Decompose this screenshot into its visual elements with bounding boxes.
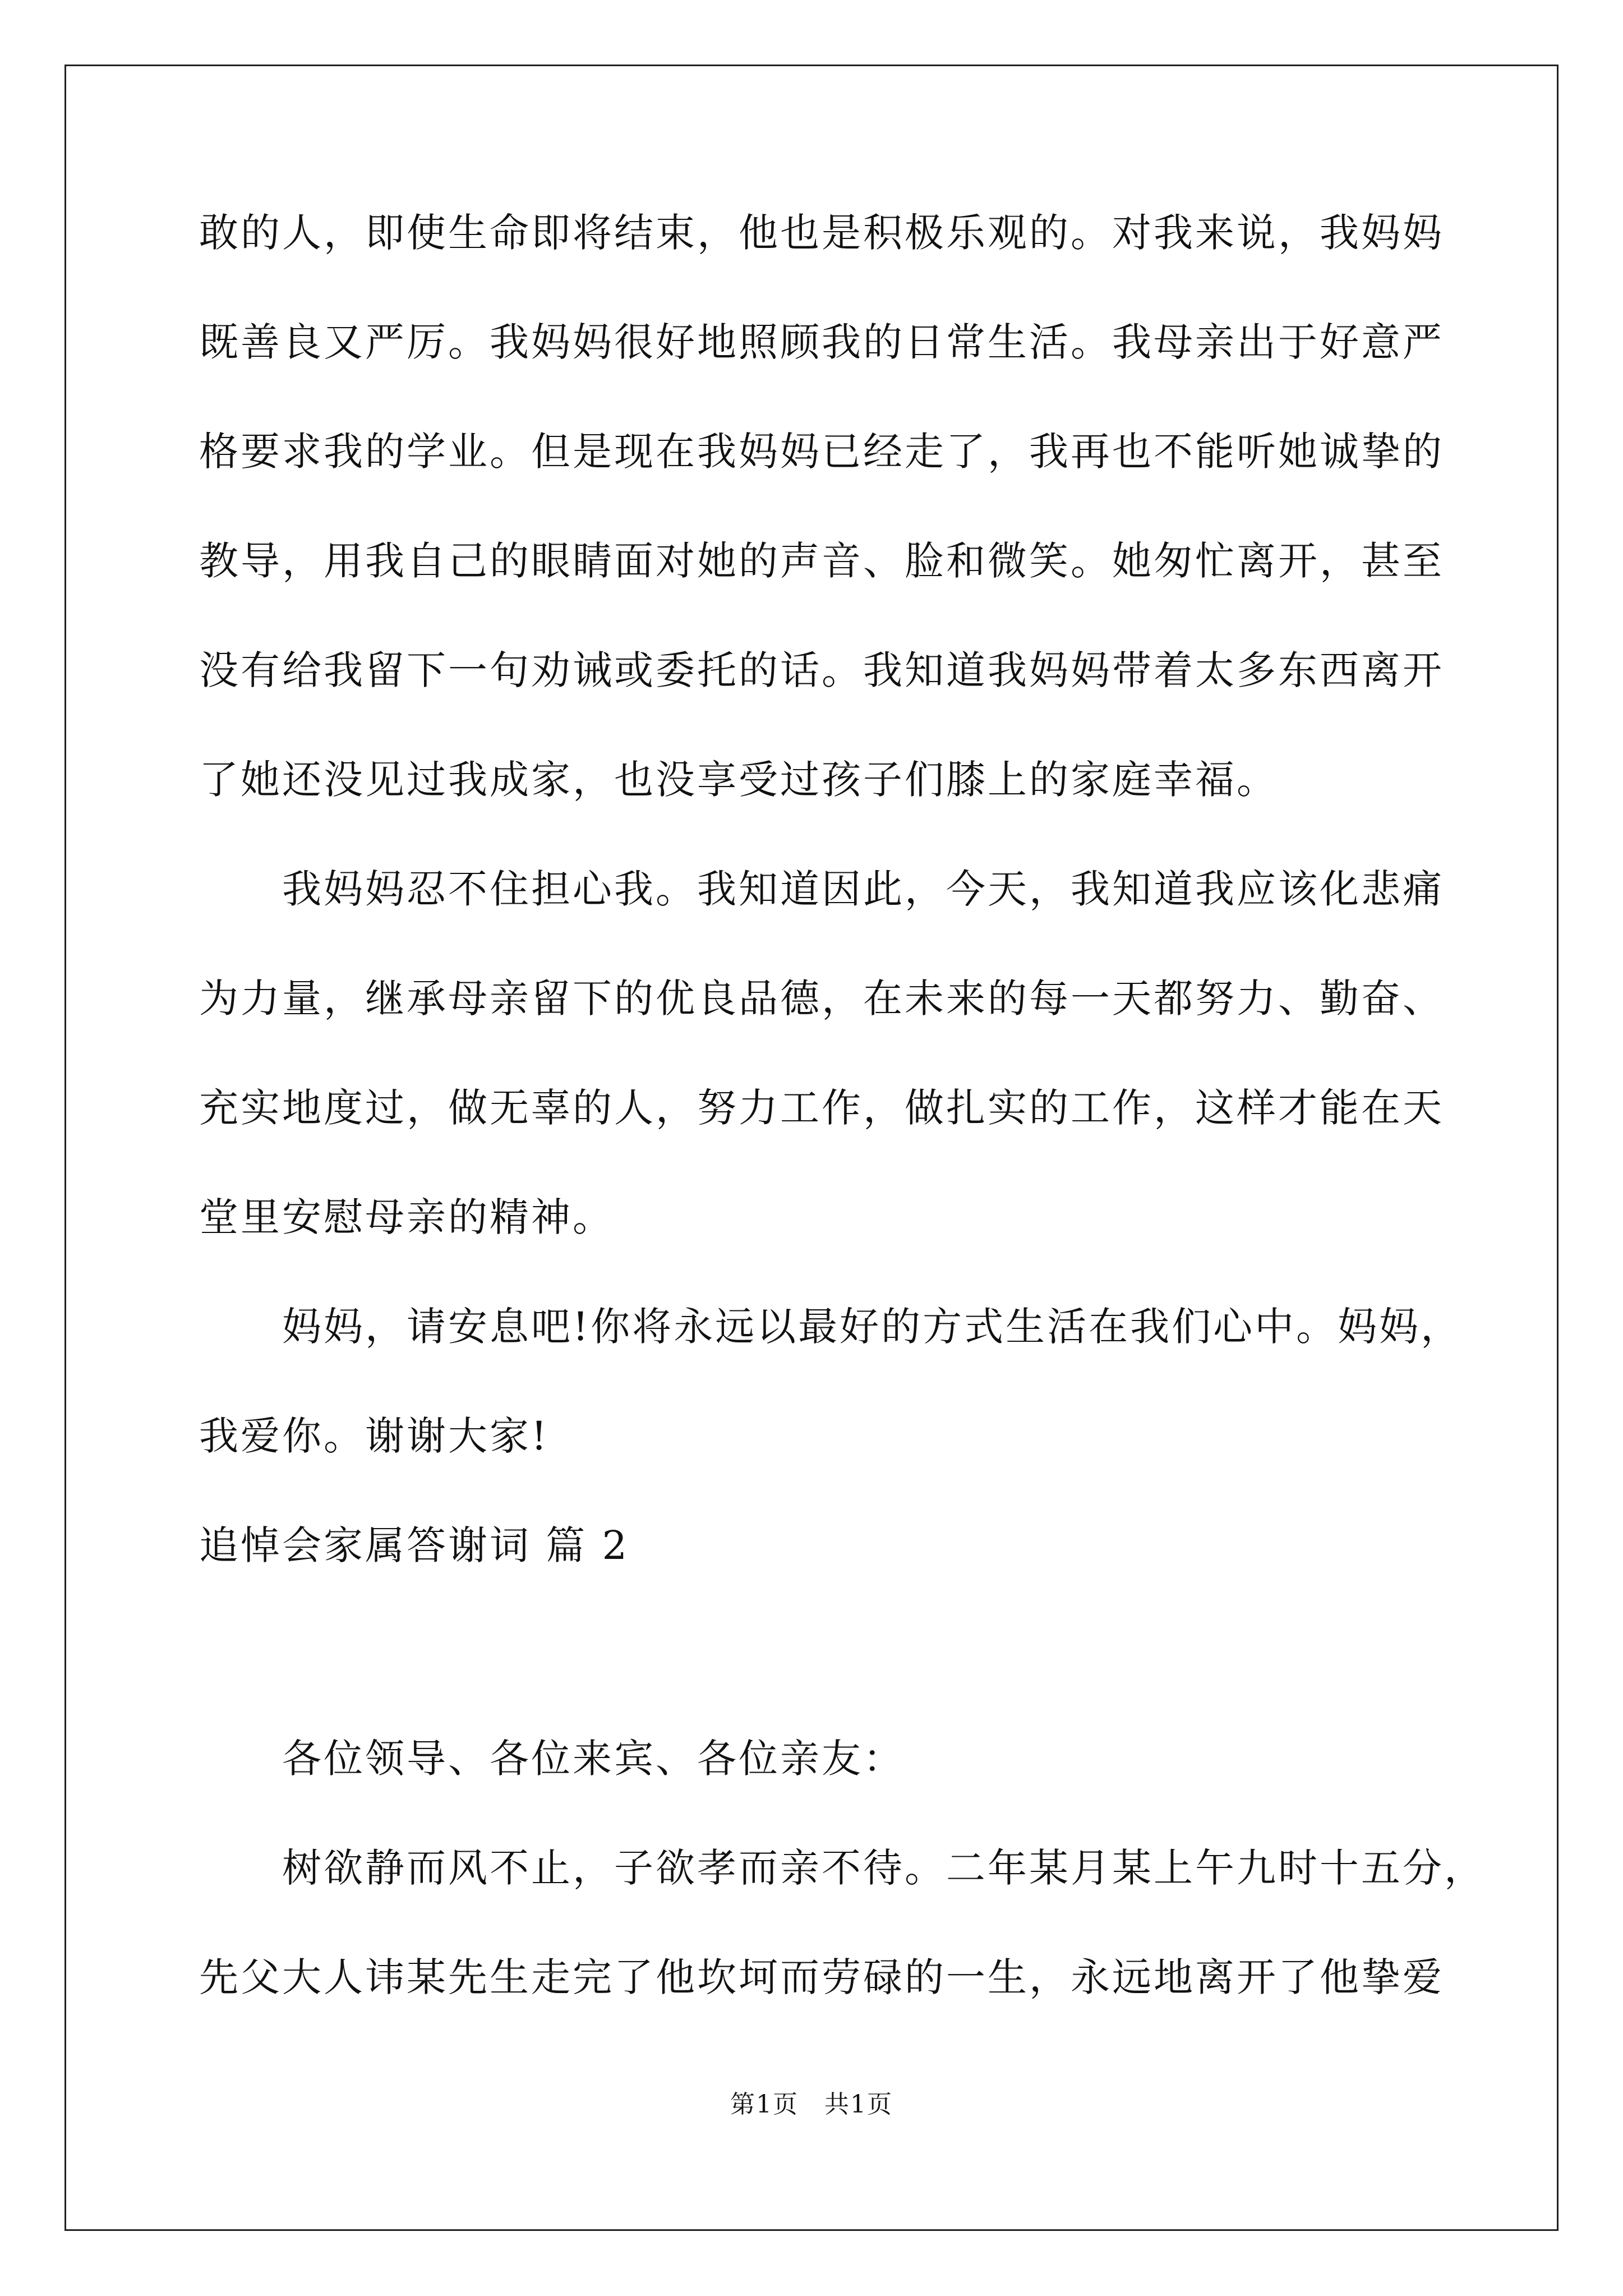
- page-border: [64, 65, 1559, 2231]
- paragraph-line: 既善良又严厉。我妈妈很好地照顾我的日常生活。我母亲出于好意严: [199, 319, 1444, 365]
- paragraph-line: 为力量，继承母亲留下的优良品德，在未来的每一天都努力、勤奋、: [199, 976, 1444, 1022]
- paragraph-line: 敢的人，即使生命即将结束，他也是积极乐观的。对我来说，我妈妈: [199, 210, 1444, 256]
- paragraph-line: 充实地度过，做无辜的人，努力工作，做扎实的工作，这样才能在天: [199, 1085, 1444, 1131]
- paragraph-line: 我爱你。谢谢大家!: [199, 1413, 550, 1459]
- paragraph-line: 先父大人讳某先生走完了他坎坷而劳碌的一生，永远地离开了他挚爱: [199, 1954, 1444, 2000]
- paragraph-line: 妈妈，请安息吧!你将永远以最好的方式生活在我们心中。妈妈，: [282, 1304, 1463, 1350]
- salutation-line: 各位领导、各位来宾、各位亲友：: [282, 1736, 905, 1782]
- paragraph-line: 没有给我留下一句劝诫或委托的话。我知道我妈妈带着太多东西离开: [199, 647, 1444, 693]
- paragraph-line: 格要求我的学业。但是现在我妈妈已经走了，我再也不能听她诚挚的: [199, 429, 1444, 475]
- paragraph-line: 了她还没见过我成家，也没享受过孩子们膝上的家庭幸福。: [199, 757, 1278, 803]
- section-heading: 追悼会家属答谢词 篇 2: [199, 1522, 630, 1568]
- paragraph-line: 教导，用我自己的眼睛面对她的声音、脸和微笑。她匆忙离开，甚至: [199, 538, 1444, 584]
- paragraph-line: 我妈妈忍不住担心我。我知道因此，今天，我知道我应该化悲痛: [282, 866, 1444, 912]
- paragraph-line: 堂里安慰母亲的精神。: [199, 1194, 614, 1240]
- paragraph-line: 树欲静而风不止，子欲孝而亲不待。二年某月某上午九时十五分，: [282, 1845, 1486, 1891]
- page-number-footer: 第1页 共1页: [730, 2090, 893, 2119]
